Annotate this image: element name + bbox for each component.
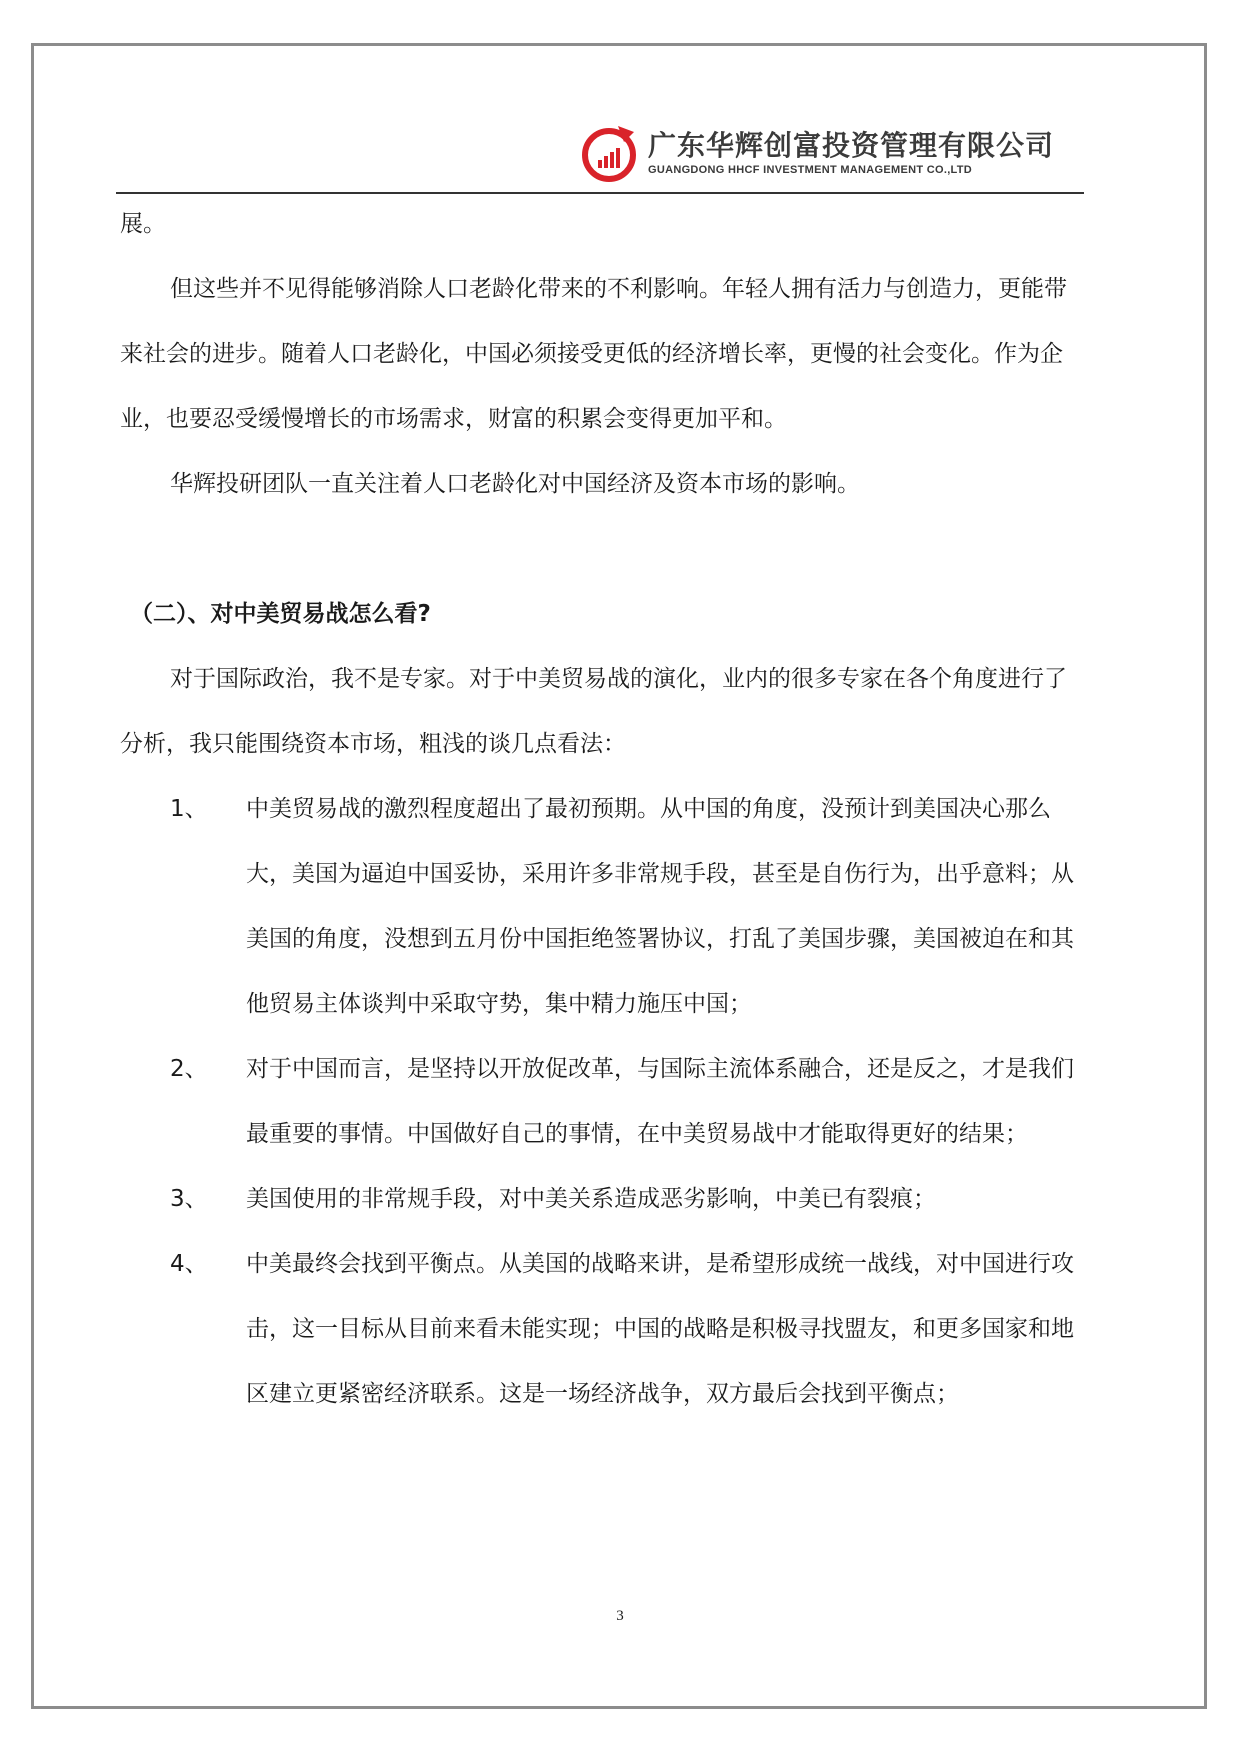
list-number: 3、 (170, 1186, 208, 1212)
paragraph-2: 但这些并不见得能够消除人口老龄化带来的不利影响。年轻人拥有活力与创造力，更能带来社会的进步。随着人口老龄化，中国必须接受更低的经济增长率，更慢的社会变化。作为企业，也要忍受缓慢增长的市场需求，财富的积累会变得更加平和。 (120, 276, 1067, 432)
company-logo (578, 122, 1054, 184)
list-item (120, 1232, 1082, 1427)
document-body (120, 192, 1082, 1427)
paragraph-1: 展。 (120, 211, 166, 237)
page-header (116, 118, 1084, 194)
list-text: 美国使用的非常规手段，对中美关系造成恶劣影响，中美已有裂痕； (246, 1186, 936, 1212)
paragraph-3: 华辉投研团队一直关注着人口老龄化对中国经济及资本市场的影响。 (170, 471, 860, 497)
company-name-cn: 广东华辉创富投资管理有限公司 (647, 129, 1054, 162)
list-item (120, 1037, 1082, 1167)
list-item (120, 1167, 1082, 1232)
list-number: 1、 (170, 796, 208, 822)
company-name-en: GUANGDONG HHCF INVESTMENT MANAGEMENT CO.,LTD (647, 164, 973, 176)
list-text: 中美最终会找到平衡点。从美国的战略来讲，是希望形成统一战线，对中国进行攻击，这一目标从目前来看未能实现；中国的战略是积极寻找盟友，和更多国家和地区建立更紧密经济联系。这是一场经济战争，双方最后会找到平衡点； (246, 1251, 1074, 1407)
list-number: 4、 (170, 1251, 208, 1277)
page-number: 3 (616, 1608, 624, 1624)
list-text: 对于中国而言，是坚持以开放促改革，与国际主流体系融合，还是反之，才是我们最重要的事情。中国做好自己的事情，在中美贸易战中才能取得更好的结果； (246, 1056, 1074, 1147)
list-text: 中美贸易战的激烈程度超出了最初预期。从中国的角度，没预计到美国决心那么大，美国为逼迫中国妥协，采用许多非常规手段，甚至是自伤行为，出乎意料；从美国的角度，没想到五月份中国拒绝签署协议，打乱了美国步骤，美国被迫在和其他贸易主体谈判中采取守势，集中精力施压中国； (246, 796, 1074, 1017)
list-number: 2、 (170, 1056, 208, 1082)
list-item (120, 777, 1082, 1037)
hhcf-logo-icon (578, 122, 640, 184)
paragraph-4: 对于国际政治，我不是专家。对于中美贸易战的演化，业内的很多专家在各个角度进行了分析，我只能围绕资本市场，粗浅的谈几点看法： (120, 666, 1067, 757)
section-heading: （二）、对中美贸易战怎么看? (130, 601, 431, 627)
